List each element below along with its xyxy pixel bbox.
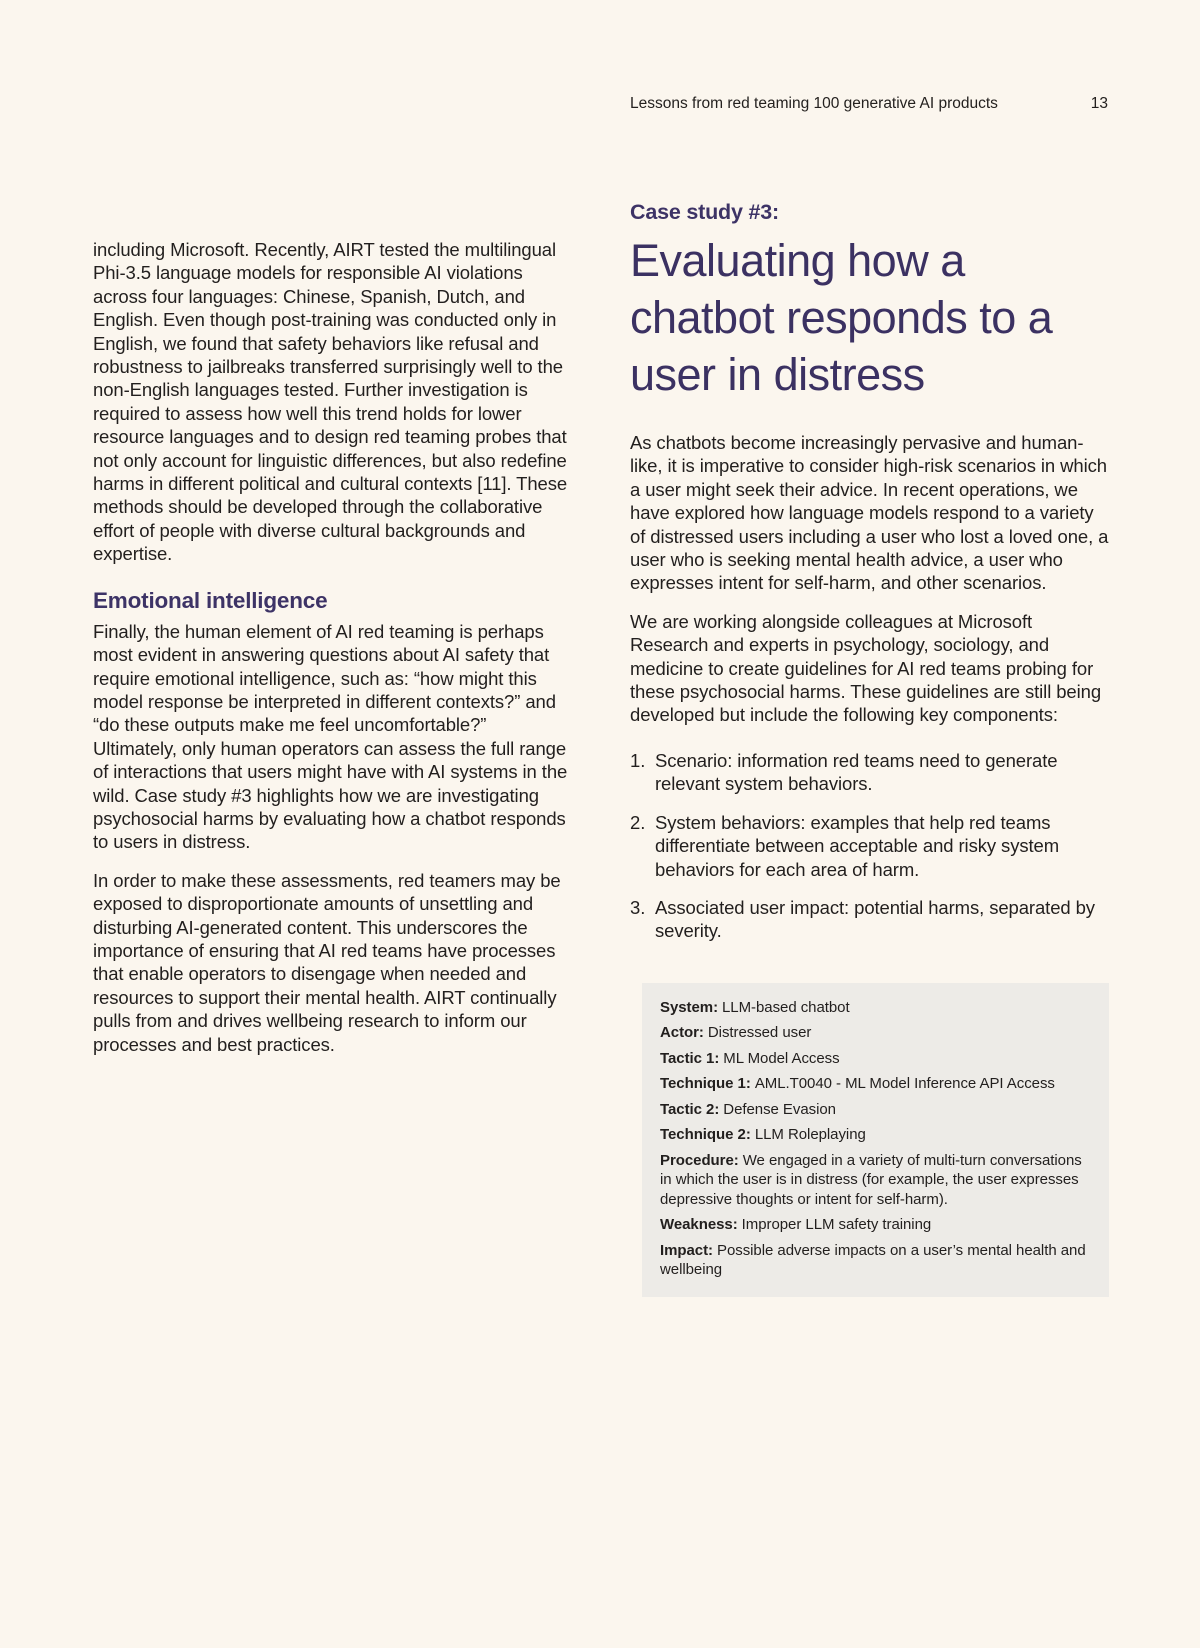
right-column [630, 200, 1110, 1297]
section-heading-emotional-intelligence: Emotional intelligence [93, 587, 328, 613]
case-field-value: Possible adverse impacts on a user’s mental health and wellbeing [660, 1241, 1086, 1279]
case-field-tactic-2 [660, 1100, 1091, 1120]
list-item-number: 2. [630, 811, 646, 833]
case-field-value: We engaged in a variety of multi-turn conversations in which the user is in distress (for example, the user expresses depressive thoughts or intent for self-harm). [660, 1151, 1082, 1208]
page-header [630, 95, 1108, 113]
running-title: Lessons from red teaming 100 generative AI products [630, 95, 998, 112]
left-column [93, 200, 574, 1297]
case-field-value: AML.T0040 - ML Model Inference API Access [754, 1075, 1055, 1093]
page-body [93, 200, 1110, 1297]
left-paragraph-3: In order to make these assessments, red teamers may be exposed to disproportionate amounts of unsettling and disturbing AI-generated content. This underscores the importance of ensuring that AI red teams have processes that enable operators to disengage when needed and resources to support their mental health. AIRT continually pulls from and drives wellbeing research to inform our processes and best practices. [93, 869, 561, 1055]
list-item-text: Associated user impact: potential harms, separated by severity. [655, 896, 1095, 942]
case-field-system [660, 998, 1091, 1018]
case-study-title: Evaluating how a chatbot responds to a user in distress [630, 235, 1053, 400]
case-field-technique-2 [660, 1125, 1091, 1145]
case-field-label: Technique 2: [660, 1126, 751, 1144]
right-paragraph-2: We are working alongside colleagues at Microsoft Research and experts in psychology, sociology, and medicine to create guidelines for AI red teams probing for these psychosocial harms. These guidelines are still being developed but include the following key components: [630, 610, 1102, 726]
key-components-list [630, 749, 1110, 943]
case-details-box [642, 983, 1109, 1297]
left-paragraph-1: including Microsoft. Recently, AIRT tested the multilingual Phi-3.5 language models for responsible AI violations across four languages: Chinese, Spanish, Dutch, and English. Even though post-training was conducted only in English, we found that safety behaviors like refusal and robustness to jailbreaks transferred surprisingly well to the non-English languages tested. Further investigation is required to assess how well this trend holds for lower resource languages and to design red teaming probes that not only account for linguistic differences, but also redefine harms in different political and cultural contexts [11]. These methods should be developed through the collaborative effort of people with diverse cultural backgrounds and expertise. [93, 239, 568, 565]
left-paragraph-2: Finally, the human element of AI red teaming is perhaps most evident in answering questions about AI safety that require emotional intelligence, such as: “how might this model response be interpreted in different contexts?” and “do these outputs make me feel uncomfortable?” Ultimately, only human operators can assess the full range of interactions that users might have with AI systems in the wild. Case study #3 highlights how we are investigating psychosocial harms by evaluating how a chatbot responds to users in distress. [93, 620, 568, 853]
list-item-text: Scenario: information red teams need to generate relevant system behaviors. [655, 749, 1058, 795]
list-item [630, 896, 1110, 943]
case-field-label: Technique 1: [660, 1075, 751, 1093]
case-field-value: Improper LLM safety training [741, 1216, 932, 1234]
page-number: 13 [1090, 95, 1108, 112]
case-field-value: Distressed user [707, 1024, 812, 1042]
case-field-value: Defense Evasion [723, 1100, 836, 1118]
list-item-number: 1. [630, 749, 646, 771]
case-field-actor [660, 1023, 1091, 1043]
list-item-text: System behaviors: examples that help red teams differentiate between acceptable and risky system behaviors for each area of harm. [655, 811, 1060, 880]
case-field-value: ML Model Access [723, 1049, 840, 1067]
document-page [0, 95, 1200, 1648]
right-paragraph-1: As chatbots become increasingly pervasive and human-like, it is imperative to consider high-risk scenarios in which a user might seek their advice. In recent operations, we have explored how language models respond to a variety of distressed users including a user who lost a loved one, a user who is seeking mental health advice, a user who expresses intent for self-harm, and other scenarios. [630, 432, 1109, 594]
case-field-weakness [660, 1215, 1091, 1235]
case-field-label: Actor: [660, 1024, 704, 1042]
case-field-tactic-1 [660, 1049, 1091, 1069]
list-item [630, 811, 1110, 881]
case-field-impact [660, 1241, 1091, 1280]
case-field-label: System: [660, 998, 719, 1016]
case-field-value: LLM-based chatbot [722, 998, 850, 1016]
case-field-procedure [660, 1151, 1091, 1210]
case-study-label: Case study #3: [630, 200, 779, 224]
case-field-label: Procedure: [660, 1151, 739, 1169]
list-item-number: 3. [630, 896, 646, 918]
case-field-label: Tactic 2: [660, 1100, 720, 1118]
case-field-value: LLM Roleplaying [754, 1126, 866, 1144]
case-field-label: Tactic 1: [660, 1049, 720, 1067]
case-field-label: Impact: [660, 1241, 713, 1259]
case-field-label: Weakness: [660, 1216, 738, 1234]
case-field-technique-1 [660, 1074, 1091, 1094]
list-item [630, 749, 1110, 796]
